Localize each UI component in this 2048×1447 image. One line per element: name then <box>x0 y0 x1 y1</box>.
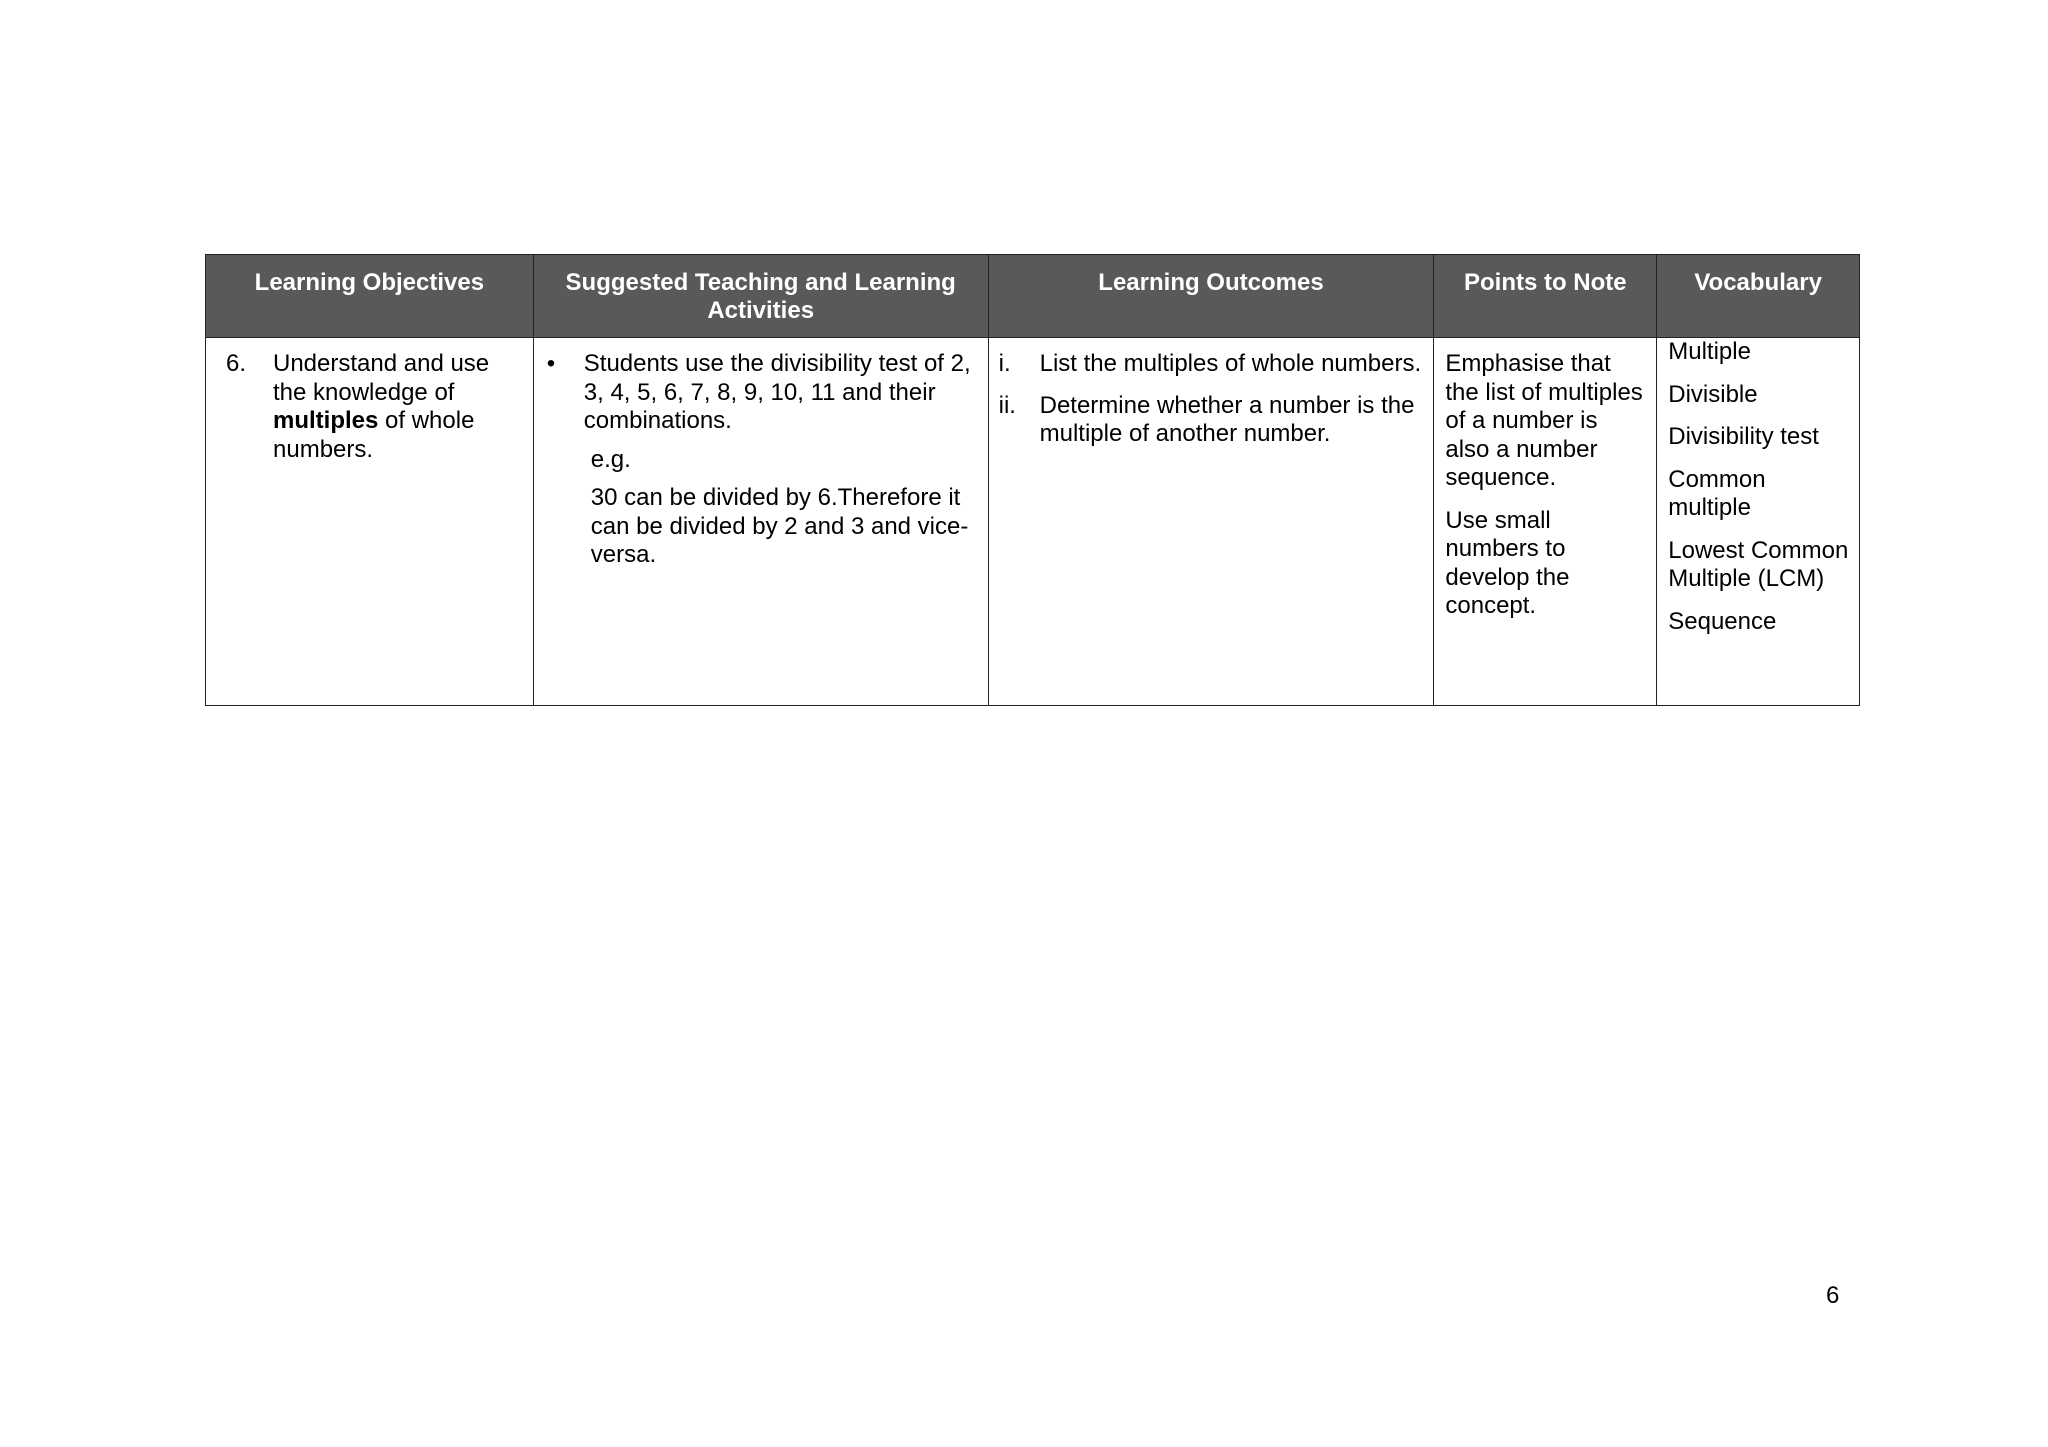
outcomes-cell <box>988 338 1434 706</box>
note-paragraph: Emphasise that the list of multiples of a number is also a number sequence. <box>1445 350 1643 491</box>
table-header-row <box>206 255 1860 338</box>
objective-text <box>273 350 523 464</box>
page-number: 6 <box>1826 1282 1840 1309</box>
objectives-cell <box>206 338 534 706</box>
outcome-text: Determine whether a number is the multiple of another number. <box>1039 391 1415 447</box>
vocabulary-item: Common multiple <box>1668 465 1766 521</box>
activity-example-label: e.g. <box>590 445 631 473</box>
header-learning-objectives: Learning Objectives <box>206 255 534 338</box>
table-row <box>206 338 1860 706</box>
objective-text-bold: multiples <box>273 407 379 434</box>
outcome-item <box>999 392 1424 449</box>
points-to-note-cell <box>1434 338 1657 706</box>
activities-cell <box>533 338 988 706</box>
outcome-marker: i. <box>998 350 1011 377</box>
activity-main-text: Students use the divisibility test of 2, 3, 4, 5, 6, 7, 8, 9, 10, 11 and their combinations. <box>583 350 971 434</box>
objective-text-before: Understand and use the knowledge of <box>273 350 490 406</box>
objective-item <box>226 350 523 464</box>
outcome-text: List the multiples of whole numbers. <box>1039 350 1422 377</box>
objective-number: 6. <box>226 350 247 377</box>
header-learning-outcomes: Learning Outcomes <box>988 255 1434 338</box>
vocabulary-item: Multiple <box>1668 338 1751 365</box>
header-vocabulary: Vocabulary <box>1657 255 1860 338</box>
note-paragraph: Use small numbers to develop the concept. <box>1445 506 1570 619</box>
vocabulary-item: Sequence <box>1668 607 1777 635</box>
header-points-to-note: Points to Note <box>1434 255 1657 338</box>
vocabulary-cell <box>1657 338 1860 706</box>
bullet-icon: • <box>546 350 556 377</box>
vocabulary-item: Divisible <box>1668 380 1758 408</box>
outcome-item <box>999 350 1424 379</box>
header-suggested-activities: Suggested Teaching and Learning Activities <box>533 255 988 338</box>
outcome-marker: ii. <box>998 391 1016 419</box>
vocabulary-item: Divisibility test <box>1668 423 1819 450</box>
curriculum-table <box>205 254 1860 706</box>
activity-item <box>544 350 980 436</box>
vocabulary-item: Lowest Common Multiple (LCM) <box>1668 536 1849 592</box>
activity-example-text: 30 can be divided by 6.Therefore it can be divided by 2 and 3 and vice-versa. <box>590 484 969 568</box>
objective-text-after: of whole numbers. <box>273 407 475 463</box>
